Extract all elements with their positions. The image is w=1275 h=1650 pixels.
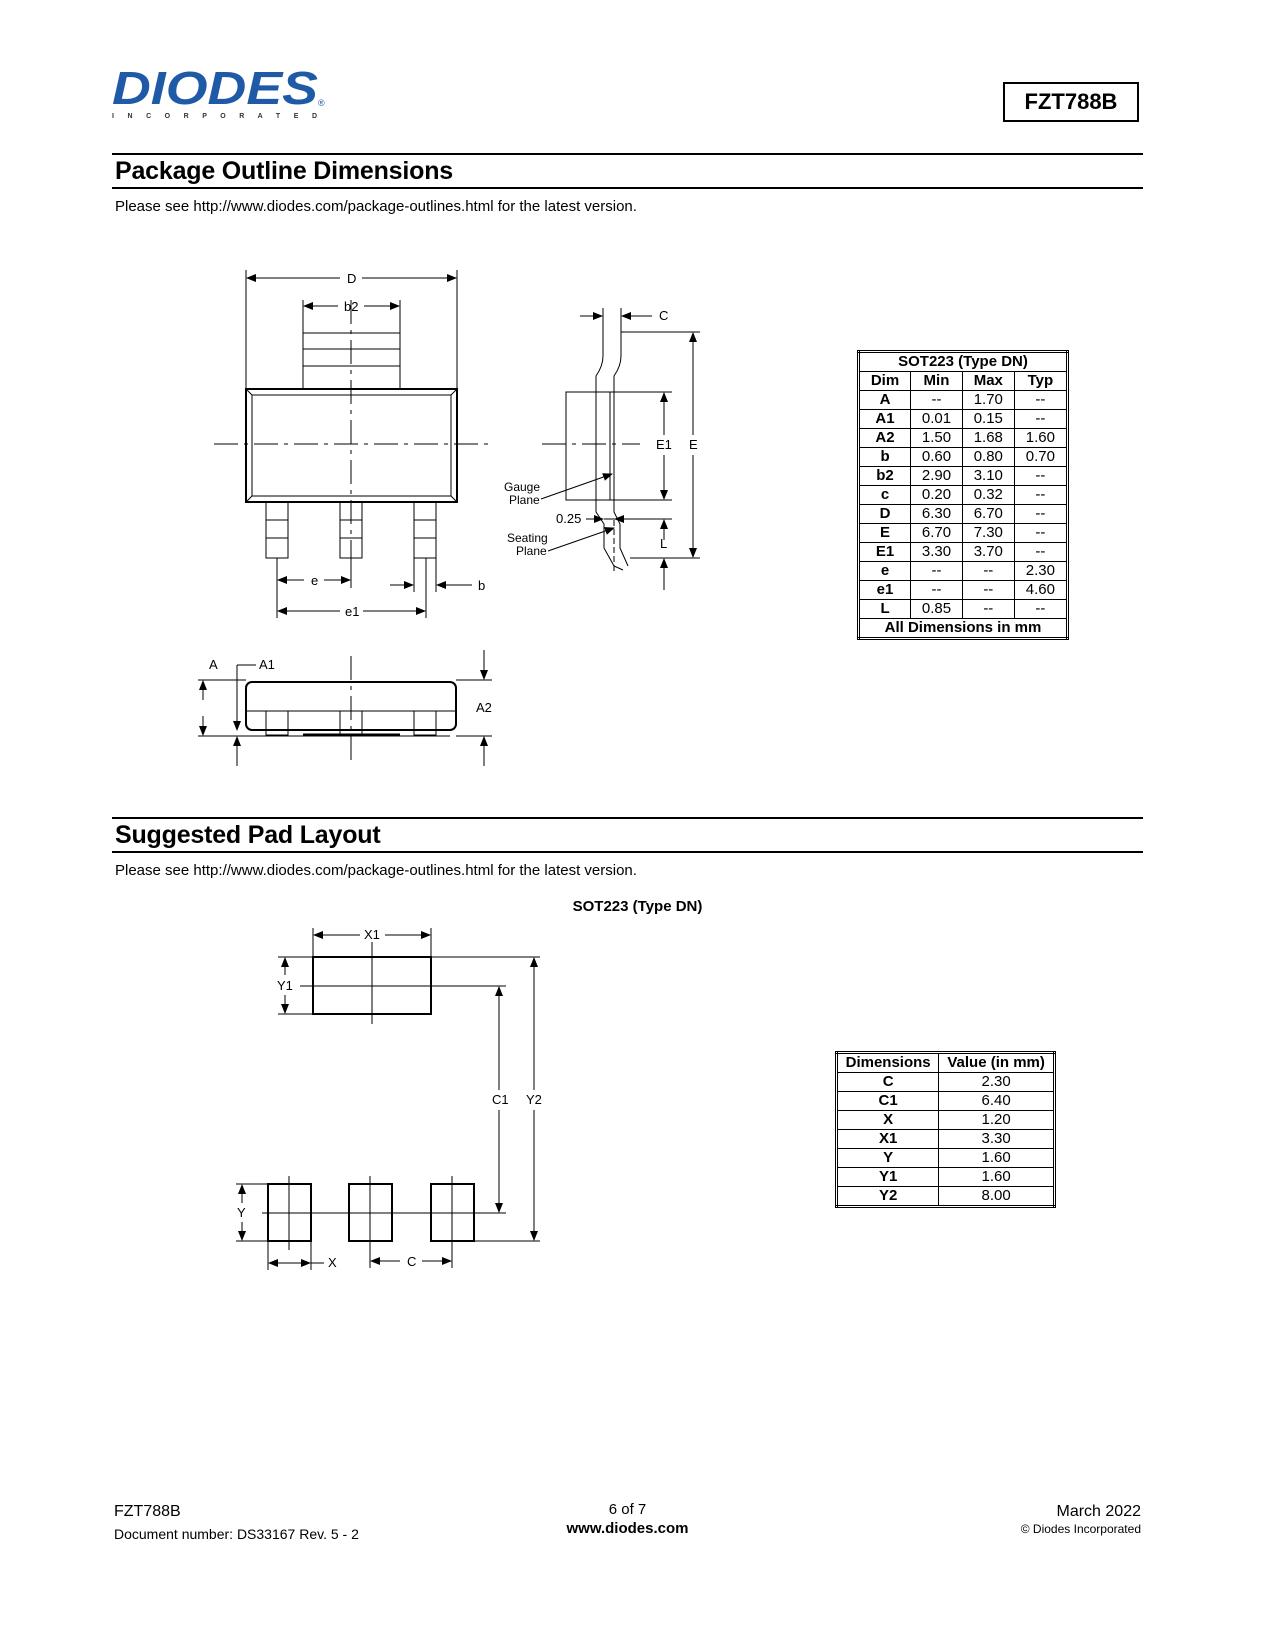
table-row: Y 1.60: [837, 1149, 1055, 1168]
pad-layout-subtitle: SOT223 (Type DN): [572, 898, 703, 915]
table-row: b2 2.90 3.10 --: [859, 467, 1068, 486]
table-footer-note: All Dimensions in mm: [859, 619, 1068, 639]
dim-label-e1: e1: [345, 604, 360, 619]
section-rule: [112, 817, 1143, 819]
column-header: Dim: [859, 372, 911, 391]
gauge-value-label: 0.25: [556, 511, 582, 526]
section-title-pad: Suggested Pad Layout: [115, 821, 381, 849]
footer-doc-number: Document number: DS33167 Rev. 5 - 2: [114, 1526, 359, 1542]
pad-label-Y1: Y1: [277, 978, 293, 993]
table-row: A1 0.01 0.15 --: [859, 410, 1068, 429]
outline-dimensions-table: [857, 350, 1069, 640]
section-title-outline: Package Outline Dimensions: [115, 157, 453, 185]
footer-page-number: 6 of 7: [608, 1501, 647, 1518]
footer-copyright: © Diodes Incorporated: [1020, 1522, 1141, 1536]
column-header: Value (in mm): [939, 1053, 1055, 1073]
pad-label-X: X: [328, 1255, 337, 1270]
column-header: Typ: [1014, 372, 1067, 391]
table-row: A2 1.50 1.68 1.60: [859, 429, 1068, 448]
seating-plane-label-2: Plane: [516, 544, 547, 558]
pad-label-C1: C1: [492, 1092, 509, 1107]
seating-plane-label-1: Seating: [507, 531, 548, 545]
dim-label-E: E: [689, 437, 698, 452]
column-header: Min: [911, 372, 963, 391]
dim-label-E1: E1: [656, 437, 672, 452]
pad-layout-drawing: [0, 900, 700, 1300]
outline-note: Please see http://www.diodes.com/package-outlines.html for the latest version.: [115, 198, 637, 215]
pad-note: Please see http://www.diodes.com/package-outlines.html for the latest version.: [115, 862, 637, 879]
dim-label-b2: b2: [344, 299, 359, 314]
dim-label-A: A: [209, 657, 218, 672]
table-row: C1 6.40: [837, 1092, 1055, 1111]
pad-label-Y2: Y2: [526, 1092, 542, 1107]
table-row: D 6.30 6.70 --: [859, 505, 1068, 524]
table-row: c 0.20 0.32 --: [859, 486, 1068, 505]
table-row: X 1.20: [837, 1111, 1055, 1130]
column-header: Dimensions: [837, 1053, 939, 1073]
package-outline-drawing: [0, 0, 1275, 800]
pad-dimensions-table: [835, 1051, 1056, 1208]
table-row: e -- -- 2.30: [859, 562, 1068, 581]
pad-label-X1: X1: [364, 927, 380, 942]
dim-label-A2: A2: [476, 700, 492, 715]
dim-label-L: L: [660, 536, 668, 551]
dim-label-b: b: [478, 578, 486, 593]
footer-part-number: FZT788B: [114, 1503, 181, 1520]
part-number-box: FZT788B: [1003, 82, 1139, 122]
dim-label-D: D: [347, 271, 357, 286]
footer-website[interactable]: www.diodes.com: [566, 1520, 689, 1537]
footer-date: March 2022: [1056, 1503, 1141, 1520]
logo-text: DIODES: [112, 62, 319, 114]
table-title: SOT223 (Type DN): [859, 352, 1068, 372]
logo-subtext: I N C O R P O R A T E D: [112, 113, 318, 120]
table-row: L 0.85 -- --: [859, 600, 1068, 619]
pad-label-C: C: [407, 1254, 417, 1269]
table-row: X1 3.30: [837, 1130, 1055, 1149]
table-row: Y1 1.60: [837, 1168, 1055, 1187]
dim-label-C: C: [659, 308, 669, 323]
table-row: C 2.30: [837, 1073, 1055, 1092]
table-row: E1 3.30 3.70 --: [859, 543, 1068, 562]
section-rule: [112, 851, 1143, 853]
pad-label-Y: Y: [237, 1205, 246, 1220]
column-header: Max: [962, 372, 1014, 391]
dim-label-A1: A1: [259, 657, 275, 672]
table-row: b 0.60 0.80 0.70: [859, 448, 1068, 467]
dim-label-e: e: [311, 573, 319, 588]
gauge-plane-label-1: Gauge: [504, 480, 541, 494]
gauge-plane-label-2: Plane: [509, 493, 540, 507]
logo-registered-mark: ®: [318, 98, 325, 108]
table-row: e1 -- -- 4.60: [859, 581, 1068, 600]
table-row: A -- 1.70 --: [859, 391, 1068, 410]
table-row: Y2 8.00: [837, 1187, 1055, 1207]
table-row: E 6.70 7.30 --: [859, 524, 1068, 543]
